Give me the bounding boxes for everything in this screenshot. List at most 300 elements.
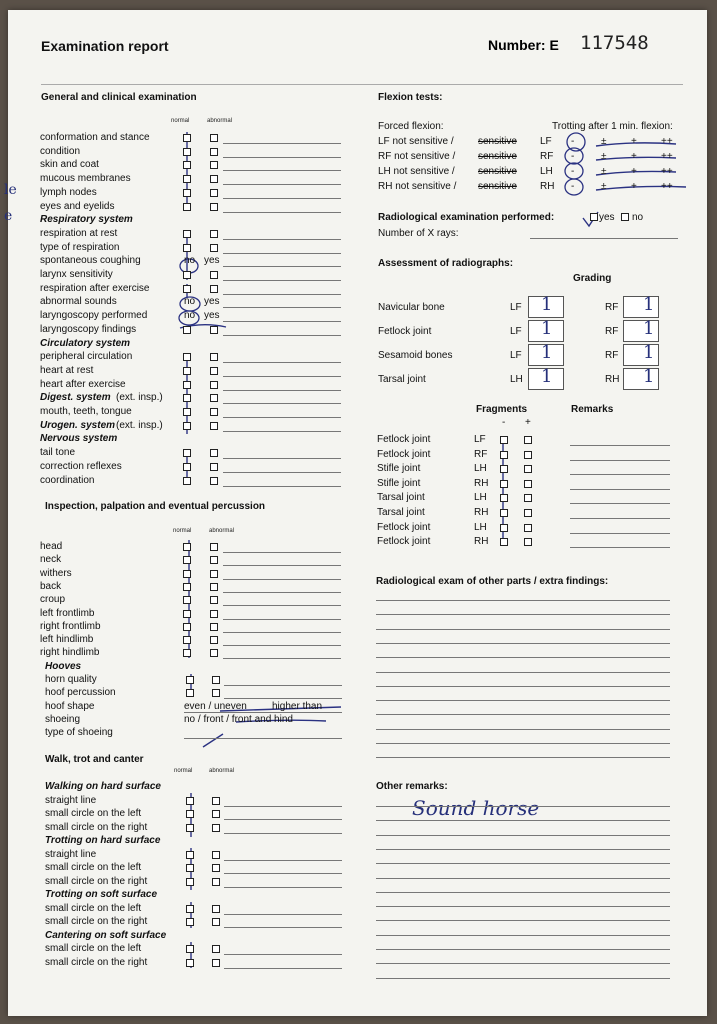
- fill-line: [530, 238, 678, 239]
- normal-checkbox[interactable]: [183, 596, 191, 604]
- fill-line: [223, 390, 341, 391]
- checkbox[interactable]: [186, 878, 194, 886]
- exam-item: tail tone: [40, 447, 76, 459]
- fragment-plus-checkbox[interactable]: [524, 465, 532, 473]
- abnormal-checkbox[interactable]: [210, 134, 218, 142]
- checkbox[interactable]: [212, 878, 220, 886]
- fragment-leg: LH: [474, 463, 487, 475]
- report-title: Examination report: [41, 38, 169, 54]
- margin-note-2: e: [4, 208, 13, 224]
- flexion-sensitive-option: sensitive: [478, 181, 517, 192]
- abnormal-checkbox[interactable]: [210, 556, 218, 564]
- remarks-title: Remarks: [571, 404, 614, 415]
- fill-line: [223, 184, 341, 185]
- normal-checkbox[interactable]: [183, 381, 191, 389]
- checkbox[interactable]: [210, 422, 218, 430]
- gait-item: small circle on the left: [45, 943, 142, 954]
- fragment-joint-label: Fetlock joint: [377, 536, 431, 548]
- fragment-plus-checkbox[interactable]: [524, 494, 532, 502]
- normal-col-label: normal: [174, 768, 193, 774]
- findings-line: [376, 614, 670, 615]
- fill-line: [223, 579, 341, 580]
- gait-group-title: Walking on hard surface: [45, 781, 161, 792]
- normal-checkbox[interactable]: [183, 285, 191, 293]
- normal-checkbox[interactable]: [183, 543, 191, 551]
- remarks-line: [376, 978, 670, 979]
- exam-item: spontaneous coughing: [40, 255, 141, 267]
- type-shoeing-label: type of shoeing: [45, 727, 113, 739]
- remarks-line: [376, 863, 670, 864]
- fill-line: [184, 738, 342, 739]
- flexion-title: Flexion tests:: [378, 92, 443, 103]
- abnormal-checkbox[interactable]: [210, 161, 218, 169]
- radiograph-label: Sesamoid bones: [378, 350, 453, 361]
- hoof-shape-label: hoof shape: [45, 700, 95, 712]
- checkbox[interactable]: [210, 394, 218, 402]
- gait-item: small circle on the left: [45, 902, 142, 914]
- findings-line: [376, 729, 670, 730]
- fill-line: [224, 927, 342, 928]
- fragment-leg: RF: [474, 448, 488, 460]
- fragment-minus-checkbox[interactable]: [500, 538, 508, 546]
- normal-checkbox[interactable]: [183, 244, 191, 252]
- fragment-leg: LH: [474, 521, 487, 533]
- normal-checkbox[interactable]: [183, 367, 191, 375]
- flexion-row-label: RF not sensitive /: [378, 151, 456, 162]
- urogen-suffix: (ext. insp.): [116, 419, 163, 431]
- checkbox[interactable]: [212, 797, 220, 805]
- abnormal-checkbox[interactable]: [210, 570, 218, 578]
- fragment-joint-label: Tarsal joint: [377, 492, 425, 504]
- abnormal-checkbox[interactable]: [210, 449, 218, 457]
- abnormal-checkbox[interactable]: [210, 583, 218, 591]
- flexion-grade: ±: [601, 136, 607, 147]
- fill-line: [223, 253, 341, 254]
- grade-value: 1: [541, 342, 553, 363]
- radiological-yes-checkbox[interactable]: [590, 213, 598, 221]
- fragment-plus-checkbox[interactable]: [524, 451, 532, 459]
- inspection-item: left hindlimb: [40, 634, 94, 646]
- general-section-title: General and clinical examination: [41, 92, 197, 103]
- normal-checkbox[interactable]: [183, 583, 191, 591]
- remark-line: [570, 547, 670, 548]
- remark-line: [570, 533, 670, 534]
- abnormal-checkbox[interactable]: [210, 189, 218, 197]
- radiograph-leg: LF: [510, 302, 522, 313]
- checkbox[interactable]: [186, 824, 194, 832]
- normal-checkbox[interactable]: [183, 203, 191, 211]
- findings-line: [376, 643, 670, 644]
- checkbox[interactable]: [212, 676, 220, 684]
- flexion-leg-label: RH: [540, 181, 555, 192]
- fill-line: [223, 376, 341, 377]
- grade-value: 1: [643, 318, 655, 339]
- abnormal-checkbox[interactable]: [210, 271, 218, 279]
- abnormal-checkbox[interactable]: [210, 636, 218, 644]
- remarks-line: [376, 920, 670, 921]
- fill-line: [224, 685, 342, 686]
- fill-line: [223, 307, 341, 308]
- fill-line: [223, 294, 341, 295]
- circulatory-title: Circulatory system: [40, 337, 131, 349]
- flexion-leg-label: LF: [540, 136, 552, 147]
- yes-option: yes: [204, 296, 220, 308]
- hoof-shape-options: even / uneven: [184, 700, 247, 712]
- digest-title: Digest. system: [40, 392, 111, 404]
- normal-checkbox[interactable]: [183, 161, 191, 169]
- findings-line: [376, 700, 670, 701]
- checkbox[interactable]: [212, 945, 220, 953]
- no-option: no: [184, 310, 196, 322]
- normal-checkbox[interactable]: [183, 230, 191, 238]
- fill-line: [224, 833, 342, 834]
- exam-item: respiration at rest: [40, 227, 118, 239]
- findings-line: [376, 657, 670, 658]
- shoeing-label: shoeing: [45, 713, 81, 725]
- abnormal-checkbox[interactable]: [210, 381, 218, 389]
- fragment-joint-label: Fetlock joint: [377, 521, 431, 533]
- fill-line: [223, 239, 341, 240]
- normal-checkbox[interactable]: [183, 326, 191, 334]
- flexion-grade: +: [631, 166, 637, 177]
- remarks-line: [376, 849, 670, 850]
- fill-line: [184, 712, 342, 713]
- checkbox[interactable]: [212, 959, 220, 967]
- remark-line: [570, 474, 670, 475]
- flexion-sensitive-option: sensitive: [478, 151, 517, 162]
- normal-checkbox[interactable]: [183, 353, 191, 361]
- gait-group-title: Trotting on soft surface: [45, 889, 158, 900]
- grade-value: 1: [643, 366, 655, 387]
- remarks-line: [376, 820, 670, 821]
- radiograph-leg: LF: [510, 350, 522, 361]
- radiological-no: no: [632, 212, 644, 223]
- abnormal-checkbox[interactable]: [210, 367, 218, 375]
- radiograph-leg: RF: [605, 326, 619, 337]
- remarks-line: [376, 806, 670, 807]
- fill-line: [224, 873, 342, 874]
- exam-item: skin and coat: [40, 159, 99, 171]
- fill-line: [223, 552, 341, 553]
- checkbox[interactable]: [212, 810, 220, 818]
- normal-checkbox[interactable]: [183, 610, 191, 618]
- exam-item: mucous membranes: [40, 173, 131, 185]
- grade-value: 1: [643, 342, 655, 363]
- xrays-label: Number of X rays:: [378, 228, 459, 239]
- fragment-leg: LF: [474, 434, 486, 445]
- abnormal-checkbox[interactable]: [210, 649, 218, 657]
- fill-line: [223, 417, 341, 418]
- report-number: 117548: [580, 32, 649, 54]
- fragment-joint-label: Tarsal joint: [377, 507, 425, 518]
- fragment-minus-checkbox[interactable]: [500, 524, 508, 532]
- findings-line: [376, 743, 670, 744]
- normal-checkbox[interactable]: [183, 189, 191, 197]
- exam-item: correction reflexes: [40, 460, 122, 472]
- abnormal-checkbox[interactable]: [210, 244, 218, 252]
- flexion-grade: ++: [661, 181, 673, 192]
- abnormal-col-label: abnormal: [209, 768, 235, 774]
- findings-line: [376, 686, 670, 687]
- checkbox[interactable]: [186, 689, 194, 697]
- flexion-grade: ++: [661, 166, 673, 177]
- normal-checkbox[interactable]: [183, 463, 191, 471]
- fragment-joint-label: Stifle joint: [377, 477, 421, 489]
- flexion-grade: ±: [601, 181, 607, 192]
- fragment-plus-checkbox[interactable]: [524, 524, 532, 532]
- inspection-item: withers: [40, 567, 72, 579]
- inspection-item: back: [40, 580, 62, 592]
- gait-item: small circle on the right: [45, 821, 148, 833]
- gait-item: small circle on the left: [45, 862, 142, 873]
- checkbox[interactable]: [212, 824, 220, 832]
- abnormal-checkbox[interactable]: [210, 285, 218, 293]
- fill-line: [224, 806, 342, 807]
- gait-item: small circle on the right: [45, 875, 148, 887]
- flexion-grade: ++: [661, 151, 673, 162]
- abnormal-checkbox[interactable]: [210, 543, 218, 551]
- fill-line: [223, 321, 341, 322]
- walk-title: Walk, trot and canter: [45, 754, 144, 765]
- remarks-line: [376, 935, 670, 936]
- findings-line: [376, 672, 670, 673]
- exam-item: abnormal sounds: [40, 296, 117, 308]
- checkbox[interactable]: [212, 918, 220, 926]
- fill-line: [223, 280, 341, 281]
- no-option: no: [184, 296, 196, 308]
- normal-checkbox[interactable]: [183, 449, 191, 457]
- gait-item: small circle on the right: [45, 956, 148, 968]
- respiratory-title: Respiratory system: [40, 214, 133, 226]
- fragment-joint-label: Stifle joint: [377, 463, 421, 475]
- fragment-joint-label: Fetlock joint: [377, 434, 431, 445]
- normal-checkbox[interactable]: [183, 477, 191, 485]
- fragment-minus-checkbox[interactable]: [500, 436, 508, 444]
- checkbox[interactable]: [212, 864, 220, 872]
- fill-line: [223, 212, 341, 213]
- other-remarks-title: Other remarks:: [376, 781, 448, 792]
- fill-line: [223, 592, 341, 593]
- remark-line: [570, 503, 670, 504]
- checkbox[interactable]: [186, 959, 194, 967]
- urogen-title: Urogen. system: [40, 419, 116, 431]
- abnormal-col-label: abnormal: [209, 528, 235, 534]
- fill-line: [223, 645, 341, 646]
- fill-line: [223, 143, 341, 144]
- yes-option: yes: [204, 255, 220, 267]
- abnormal-checkbox[interactable]: [210, 596, 218, 604]
- flexion-sensitive-option: sensitive: [478, 166, 517, 177]
- exam-item: type of respiration: [40, 241, 120, 253]
- radiological-no-checkbox[interactable]: [621, 213, 629, 221]
- flexion-grade: -: [571, 136, 575, 147]
- gait-item: small circle on the left: [45, 808, 142, 819]
- fill-line: [224, 819, 342, 820]
- checkbox[interactable]: [186, 676, 194, 684]
- fragments-title: Fragments: [476, 404, 528, 415]
- normal-checkbox[interactable]: [183, 570, 191, 578]
- check-stroke: [203, 734, 223, 747]
- fill-line: [224, 698, 342, 699]
- flexion-grade: -: [571, 151, 575, 162]
- hoof-item: horn quality: [45, 674, 97, 685]
- exam-item: mouth, teeth, tongue: [40, 406, 132, 417]
- checkbox[interactable]: [186, 864, 194, 872]
- exam-item: conformation and stance: [40, 132, 150, 143]
- flexion-row-label: RH not sensitive /: [378, 181, 457, 192]
- flexion-grade: ±: [601, 166, 607, 177]
- gait-item: straight line: [45, 848, 97, 860]
- checkbox[interactable]: [186, 851, 194, 859]
- fragment-plus-checkbox[interactable]: [524, 538, 532, 546]
- abnormal-checkbox[interactable]: [210, 477, 218, 485]
- checkbox[interactable]: [186, 945, 194, 953]
- findings-line: [376, 714, 670, 715]
- fragment-joint-label: Fetlock joint: [377, 448, 431, 460]
- remarks-line: [376, 892, 670, 893]
- flexion-grade: -: [571, 166, 575, 177]
- findings-line: [376, 600, 670, 601]
- checkbox[interactable]: [186, 797, 194, 805]
- nervous-title: Nervous system: [40, 433, 118, 445]
- checkbox[interactable]: [183, 422, 191, 430]
- fragment-minus-checkbox[interactable]: [500, 509, 508, 517]
- normal-checkbox[interactable]: [183, 175, 191, 183]
- digest-suffix: (ext. insp.): [116, 392, 163, 404]
- normal-checkbox[interactable]: [183, 271, 191, 279]
- flexion-row-label: LH not sensitive /: [378, 166, 455, 177]
- checkbox[interactable]: [212, 905, 220, 913]
- fill-line: [223, 619, 341, 620]
- remarks-line: [376, 878, 670, 879]
- remarks-line: [376, 906, 670, 907]
- exam-item: condition: [40, 145, 81, 157]
- normal-checkbox[interactable]: [183, 408, 191, 416]
- grade-value: 1: [643, 294, 655, 315]
- forced-flexion-label: Forced flexion:: [378, 121, 444, 132]
- abnormal-checkbox[interactable]: [210, 203, 218, 211]
- fragment-plus-checkbox[interactable]: [524, 509, 532, 517]
- radiograph-label: Tarsal joint: [378, 374, 426, 385]
- checkbox[interactable]: [183, 394, 191, 402]
- fill-line: [223, 362, 341, 363]
- fragment-minus-checkbox[interactable]: [500, 451, 508, 459]
- flexion-grade: +: [631, 181, 637, 192]
- flexion-grade: -: [571, 181, 575, 192]
- fill-line: [223, 458, 341, 459]
- normal-checkbox[interactable]: [183, 623, 191, 631]
- normal-checkbox[interactable]: [183, 134, 191, 142]
- hooves-title: Hooves: [45, 660, 82, 672]
- fill-line: [224, 887, 342, 888]
- fill-line: [223, 266, 341, 267]
- fragment-minus-checkbox[interactable]: [500, 480, 508, 488]
- normal-checkbox[interactable]: [183, 649, 191, 657]
- checkbox[interactable]: [186, 905, 194, 913]
- fill-line: [223, 431, 341, 432]
- flexion-grade: +: [631, 151, 637, 162]
- flexion-row-label: LF not sensitive /: [378, 136, 454, 147]
- gait-group-title: Cantering on soft surface: [45, 929, 167, 941]
- normal-checkbox[interactable]: [183, 556, 191, 564]
- grade-value: 1: [541, 366, 553, 387]
- radiograph-leg: RF: [605, 302, 619, 313]
- radiograph-leg: LF: [510, 326, 522, 337]
- abnormal-col-label: abnormal: [207, 118, 233, 124]
- exam-item: eyes and eyelids: [40, 200, 115, 212]
- normal-col-label: normal: [171, 118, 190, 124]
- remarks-line: [376, 963, 670, 964]
- checkbox[interactable]: [186, 810, 194, 818]
- gait-item: small circle on the right: [45, 916, 148, 927]
- radiograph-leg: LH: [510, 374, 523, 385]
- abnormal-checkbox[interactable]: [210, 353, 218, 361]
- radiograph-leg: RH: [605, 374, 620, 385]
- radiograph-label: Fetlock joint: [378, 326, 432, 337]
- exam-item: coordination: [40, 474, 95, 486]
- fill-line: [223, 472, 341, 473]
- checkbox[interactable]: [186, 918, 194, 926]
- normal-checkbox[interactable]: [183, 636, 191, 644]
- abnormal-checkbox[interactable]: [210, 623, 218, 631]
- flexion-leg-label: LH: [540, 166, 553, 177]
- checkbox[interactable]: [212, 689, 220, 697]
- flexion-grade: +: [631, 136, 637, 147]
- assessment-title: Assessment of radiographs:: [378, 258, 514, 269]
- fragment-minus-checkbox[interactable]: [500, 494, 508, 502]
- abnormal-checkbox[interactable]: [210, 326, 218, 334]
- radiograph-label: Navicular bone: [378, 302, 445, 313]
- fragment-leg: RH: [474, 477, 489, 489]
- exam-item: heart at rest: [40, 364, 94, 376]
- abnormal-checkbox[interactable]: [210, 148, 218, 156]
- fill-line: [223, 170, 341, 171]
- radiological-performed-label: Radiological examination performed:: [378, 212, 555, 223]
- fragment-minus-checkbox[interactable]: [500, 465, 508, 473]
- fill-line: [223, 605, 341, 606]
- fill-line: [223, 632, 341, 633]
- remarks-line: [376, 835, 670, 836]
- inspection-item: neck: [40, 554, 62, 566]
- fragment-plus-checkbox[interactable]: [524, 480, 532, 488]
- abnormal-checkbox[interactable]: [210, 408, 218, 416]
- hoof-item: hoof percussion: [45, 687, 116, 699]
- abnormal-checkbox[interactable]: [210, 175, 218, 183]
- abnormal-checkbox[interactable]: [210, 230, 218, 238]
- abnormal-checkbox[interactable]: [210, 463, 218, 471]
- grading-label: Grading: [573, 273, 612, 284]
- remark-line: [570, 445, 670, 446]
- fill-line: [223, 403, 341, 404]
- fill-line: [223, 565, 341, 566]
- fill-line: [223, 335, 341, 336]
- exam-item: laryngoscopy findings: [40, 323, 137, 335]
- checkbox[interactable]: [212, 851, 220, 859]
- report-sheet: [4, 10, 707, 1016]
- abnormal-checkbox[interactable]: [210, 610, 218, 618]
- gait-item: straight line: [45, 794, 97, 806]
- handwritten-remark: Sound horse: [412, 796, 540, 820]
- shoeing-options: no / front / front and hind: [184, 713, 293, 725]
- gait-group-title: Trotting on hard surface: [45, 835, 161, 846]
- remarks-line: [376, 949, 670, 950]
- grade-value: 1: [541, 294, 553, 315]
- fragment-plus-checkbox[interactable]: [524, 436, 532, 444]
- inspection-item: right hindlimb: [40, 647, 100, 659]
- normal-checkbox[interactable]: [183, 148, 191, 156]
- fill-line: [224, 954, 342, 955]
- exam-item: peripheral circulation: [40, 351, 133, 363]
